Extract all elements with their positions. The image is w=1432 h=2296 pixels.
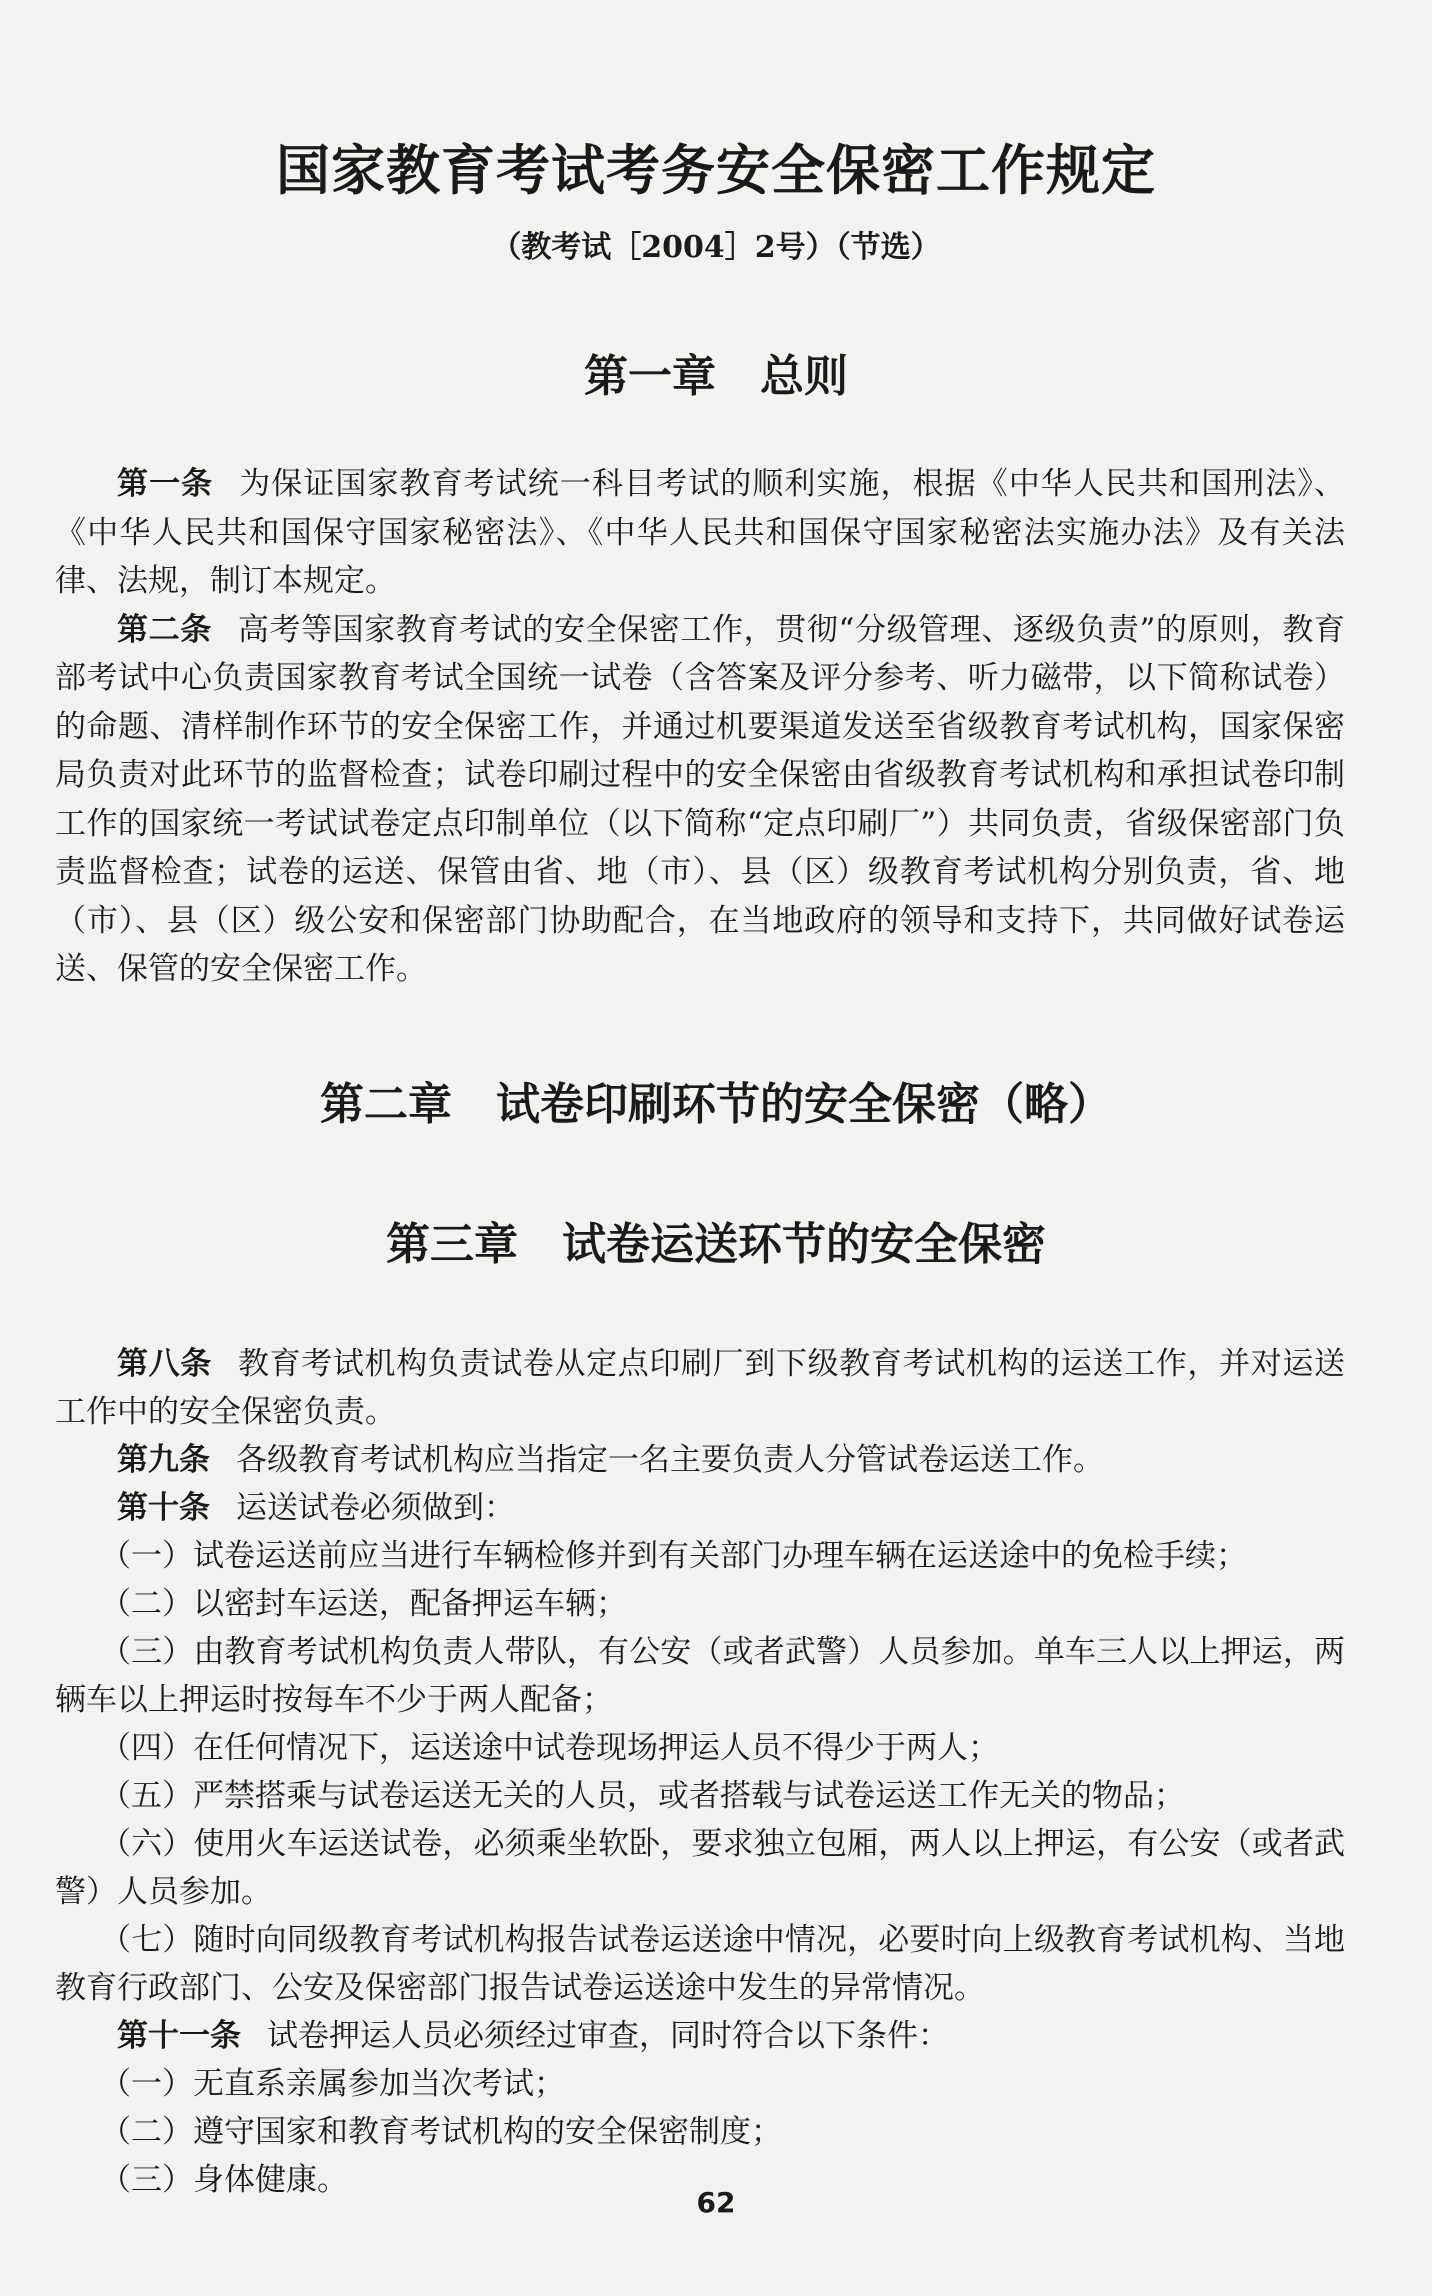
article-text: 高考等国家教育考试的安全保密工作，贯彻“分级管理、逐级负责”的原则，教育部考试中心负责国家教育考试全国统一试卷（含答案及评分参考、听力磁带，以下简称试卷）的命题、清样制作环节的安全保密工作，并通过机要渠道发送至省级教育考试机构，国家保密局负责对此环节的监督检查；试卷印刷过程中的安全保密由省级教育考试机构和承担试卷印制工作的国家统一考试试卷定点印制单位（以下简称“定点印刷厂”）共同负责，省级保密部门负责监督检查；试卷的运送、保管由省、地（市）、县（区）级教育考试机构分别负责，省、地（市）、县（区）级公安和保密部门协助配合，在当地政府的领导和支持下，共同做好试卷运送、保管的安全保密工作。 bbox=[55, 611, 1345, 987]
chapter-2-heading: 第二章 试卷印刷环节的安全保密（略） bbox=[320, 1079, 1112, 1130]
list-item: （三）由教育考试机构负责人带队，有公安（或者武警）人员参加。单车三人以上押运，两辆车以上押运时按每车不少于两人配备； bbox=[55, 1634, 1345, 1718]
list-item: （五）严禁搭乘与试卷运送无关的人员，或者搭载与试卷运送工作无关的物品； bbox=[100, 1778, 1185, 1814]
article-text: 试卷押运人员必须经过审查，同时符合以下条件： bbox=[267, 2018, 949, 2054]
article-text: 为保证国家教育考试统一科目考试的顺利实施，根据《中华人民共和国刑法》、《中华人民共和国保守国家秘密法》、《中华人民共和国保守国家秘密法实施办法》及有关法律、法规，制订本规定。 bbox=[55, 466, 1345, 599]
list-item: （一）试卷运送前应当进行车辆检修并到有关部门办理车辆在运送途中的免检手续； bbox=[100, 1538, 1247, 1574]
article-9 bbox=[55, 1436, 1345, 1484]
article-text: 各级教育考试机构应当指定一名主要负责人分管试卷运送工作。 bbox=[236, 1442, 1104, 1478]
article-label: 第二条 bbox=[117, 611, 212, 648]
list-item: （二）以密封车运送，配备押运车辆； bbox=[100, 1586, 627, 1622]
list-item: （七）随时向同级教育考试机构报告试卷运送途中情况，必要时向上级教育考试机构、当地教育行政部门、公安及保密部门报告试卷运送途中发生的异常情况。 bbox=[55, 1922, 1345, 2006]
article-label: 第十一条 bbox=[117, 2018, 241, 2054]
article-text: 运送试卷必须做到： bbox=[236, 1490, 515, 1526]
article-2 bbox=[55, 606, 1345, 994]
article-text: 教育考试机构负责试卷从定点印刷厂到下级教育考试机构的运送工作，并对运送工作中的安全保密负责。 bbox=[55, 1346, 1346, 1430]
article-1 bbox=[55, 460, 1345, 606]
list-item: （一）无直系亲属参加当次考试； bbox=[100, 2066, 565, 2102]
article-11 bbox=[55, 2012, 1345, 2060]
document-title: 国家教育考试考务安全保密工作规定 bbox=[276, 138, 1156, 202]
chapter-3-heading: 第三章 试卷运送环节的安全保密 bbox=[386, 1219, 1046, 1270]
document-subtitle: （教考试［2004］2号）（节选） bbox=[491, 230, 941, 265]
chapter-1-body bbox=[55, 460, 1345, 994]
list-item: （二）遵守国家和教育考试机构的安全保密制度； bbox=[100, 2114, 782, 2150]
list-item: （四）在任何情况下，运送途中试卷现场押运人员不得少于两人； bbox=[100, 1730, 999, 1766]
chapter-3-body bbox=[55, 1340, 1345, 2204]
list-item: （三）身体健康。 bbox=[100, 2162, 348, 2198]
article-8 bbox=[55, 1340, 1345, 1436]
article-10 bbox=[55, 1484, 1345, 1532]
article-label: 第一条 bbox=[117, 466, 214, 502]
article-label: 第十条 bbox=[117, 1490, 210, 1526]
list-item: （六）使用火车运送试卷，必须乘坐软卧，要求独立包厢，两人以上押运，有公安（或者武警）人员参加。 bbox=[55, 1826, 1345, 1910]
chapter-1-heading: 第一章 总则 bbox=[584, 351, 848, 402]
article-label: 第九条 bbox=[117, 1442, 210, 1478]
page-number: 62 bbox=[696, 2186, 736, 2219]
article-label: 第八条 bbox=[117, 1346, 212, 1382]
